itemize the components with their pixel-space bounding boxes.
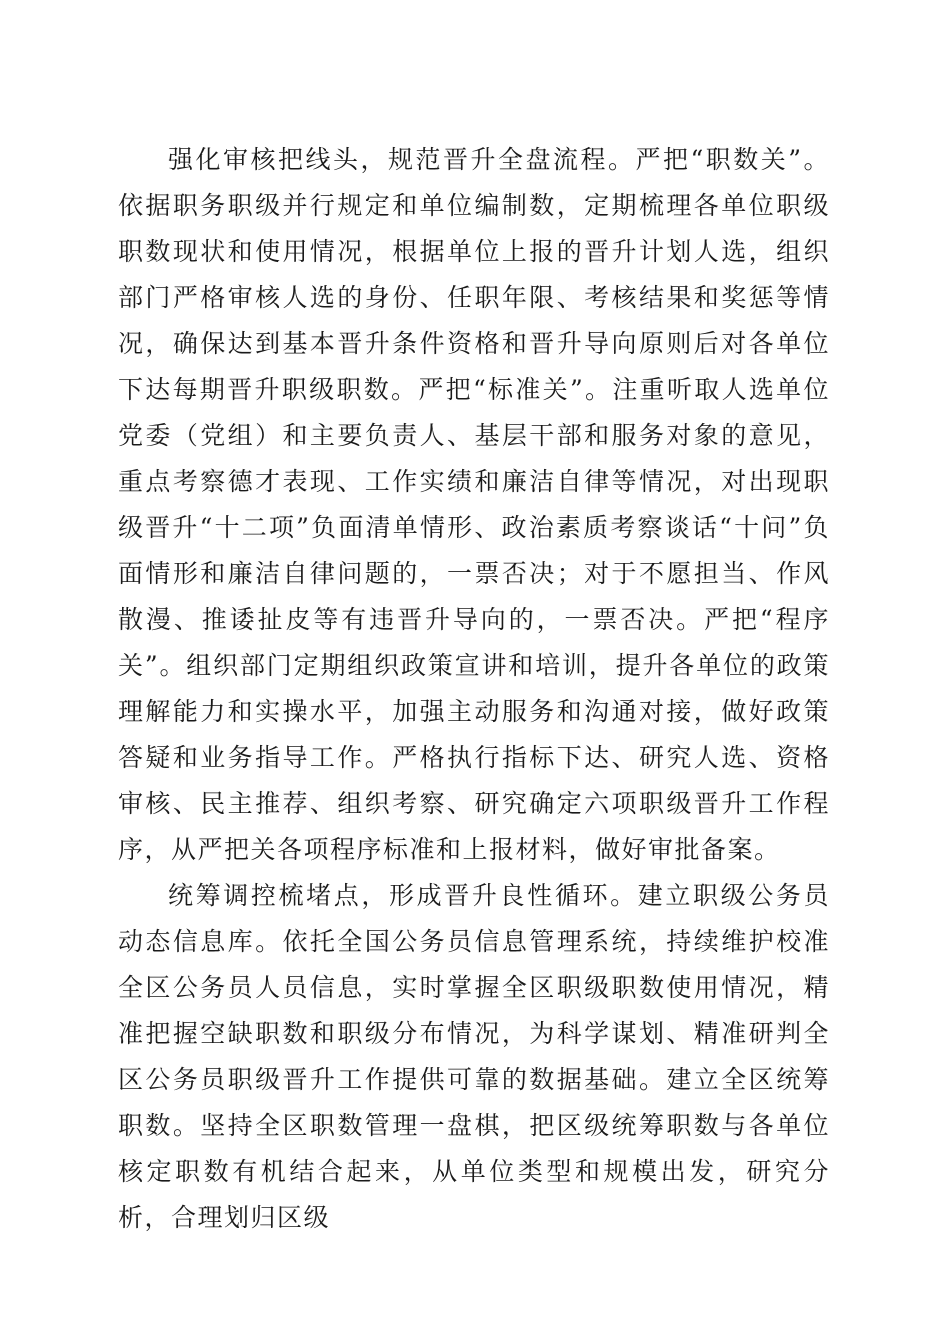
paragraph-overall-coordination: 统筹调控梳堵点，形成晋升良性循环。建立职级公务员动态信息库。依托全国公务员信息管理系统，持续维护校准全区公务员人员信息，实时掌握全区职级职数使用情况，精准把握空缺职数和职级分布情况，为科学谋划、精准研判全区公务员职级晋升工作提供可靠的数据基础。建立全区统筹职数。坚持全区职数管理一盘棋，把区级统筹职数与各单位核定职数有机结合起来，从单位类型和规模出发，研究分析，合理划归区级 (118, 881, 830, 1232)
document-body (118, 137, 830, 1241)
paragraph-review-process: 强化审核把线头，规范晋升全盘流程。严把“职数关”。依据职务职级并行规定和单位编制数，定期梳理各单位职级职数现状和使用情况，根据单位上报的晋升计划人选，组织部门严格审核人选的身份、任职年限、考核结果和奖惩等情况，确保达到基本晋升条件资格和晋升导向原则后对各单位下达每期晋升职级职数。严把“标准关”。注重听取人选单位党委（党组）和主要负责人、基层干部和服务对象的意见，重点考察德才表现、工作实绩和廉洁自律等情况，对出现职级晋升“十二项”负面清单情形、政治素质考察谈话“十问”负面情形和廉洁自律问题的，一票否决；对于不愿担当、作风散漫、推诿扯皮等有违晋升导向的，一票否决。严把“程序关”。组织部门定期组织政策宣讲和培训，提升各单位的政策理解能力和实操水平，加强主动服务和沟通对接，做好政策答疑和业务指导工作。严格执行指标下达、研究人选、资格审核、民主推荐、组织考察、研究确定六项职级晋升工作程序，从严把关各项程序标准和上报材料，做好审批备案。 (118, 145, 830, 864)
